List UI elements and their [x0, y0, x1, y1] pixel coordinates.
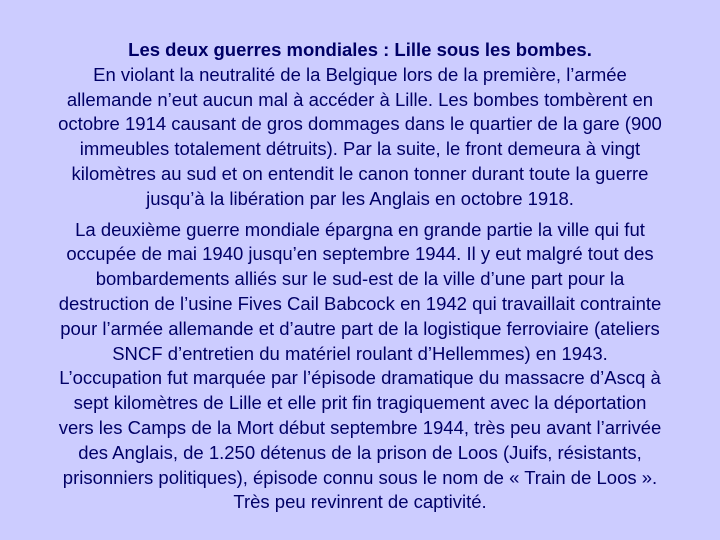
text-line: kilomètres au sud et on entendit le canon tonner durant toute la guerre	[71, 162, 649, 184]
text-line: vers les Camps de la Mort début septembre 1944, très peu avant l’arrivée	[58, 416, 662, 438]
text-line: des Anglais, de 1.250 détenus de la prison de Loos (Juifs, résistants,	[78, 441, 642, 463]
text-line: prisonniers politiques), épisode connu sous le nom de « Train de Loos ».	[62, 466, 658, 488]
text-line: En violant la neutralité de la Belgique lors de la première, l’armée	[93, 63, 627, 85]
paragraph-first-world-war	[20, 38, 700, 212]
text-line: destruction de l’usine Fives Cail Babcock en 1942 qui travaillait contrainte	[58, 292, 662, 314]
text-line: pour l’armée allemande et d’autre part de la logistique ferroviaire (ateliers	[60, 317, 660, 339]
text-line: L’occupation fut marquée par l’épisode dramatique du massacre d’Ascq à	[59, 367, 661, 389]
text-line: sept kilomètres de Lille et elle prit fin tragiquement avec la déportation	[73, 392, 647, 414]
slide-title: Les deux guerres mondiales : Lille sous les bombes.	[128, 39, 592, 60]
paragraph-second-world-war	[20, 218, 700, 516]
text-line: allemande n’eut aucun mal à accéder à Lille. Les bombes tombèrent en	[66, 88, 654, 110]
text-line: immeubles totalement détruits). Par la suite, le front demeura à vingt	[79, 138, 641, 160]
text-line: jusqu’à la libération par les Anglais en octobre 1918.	[146, 187, 574, 209]
text-line: octobre 1914 causant de gros dommages dans le quartier de la gare (900	[58, 113, 662, 135]
title-line	[20, 38, 700, 63]
text-line: Très peu revinrent de captivité.	[233, 491, 487, 513]
text-line: occupée de mai 1940 jusqu’en septembre 1944. Il y eut malgré tout des	[66, 243, 654, 265]
text-line: SNCF d’entretien du matériel roulant d’Hellemmes) en 1943.	[112, 342, 608, 364]
text-line: La deuxième guerre mondiale épargna en grande partie la ville qui fut	[75, 218, 645, 240]
text-line: bombardements alliés sur le sud-est de la ville d’une part pour la	[95, 268, 625, 290]
